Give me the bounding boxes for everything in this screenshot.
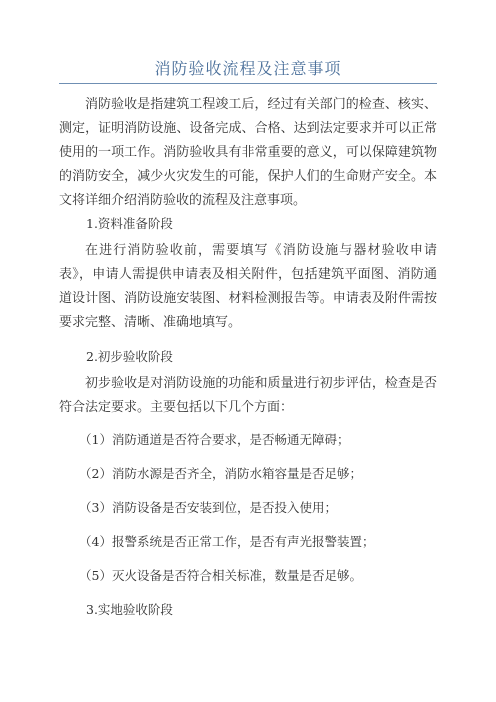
section-heading-3: 3.实地验收阶段 (86, 602, 173, 617)
check-item-4: （4）报警系统是否正常工作，是否有声光报警装置； (79, 534, 375, 549)
check-item-1: （1）消防通道是否符合要求，是否畅通无障碍； (79, 432, 350, 447)
section-2-paragraph: 初步验收是对消防设施的功能和质量进行初步评估，检查是否符合法定要求。主要包括以下几个方面： (59, 376, 437, 415)
section-1-paragraph: 在进行消防验收前，需要填写《消防设施与器材验收申请表》，申请人需提供申请表及相关附件，包括建筑平面图、消防通道设计图、消防设施安装图、材料检测报告等。申请表及附件需按要求完整、清晰、准确地填写。 (59, 243, 437, 330)
section-heading-2: 2.初步验收阶段 (86, 349, 173, 364)
check-item-3: （3）消防设备是否安装到位，是否投入使用； (79, 500, 337, 515)
section-heading-1: 1.资料准备阶段 (86, 216, 173, 231)
title-underline (59, 83, 437, 84)
check-item-2: （2）消防水源是否齐全，消防水箱容量是否足够； (79, 466, 362, 481)
intro-paragraph: 消防验收是指建筑工程竣工后，经过有关部门的检查、核实、测定，证明消防设施、设备完成、合格、达到法定要求并可以正常使用的一项工作。消防验收具有非常重要的意义，可以保障建筑物的消防安全，减少火灾发生的可能，保护人们的生命财产安全。本文将详细介绍消防验收的流程及注意事项。 (59, 97, 437, 208)
document-title: 消防验收流程及注意事项 (154, 59, 342, 78)
check-item-5: （5）灭火设备是否符合相关标准，数量是否足够。 (79, 568, 362, 583)
